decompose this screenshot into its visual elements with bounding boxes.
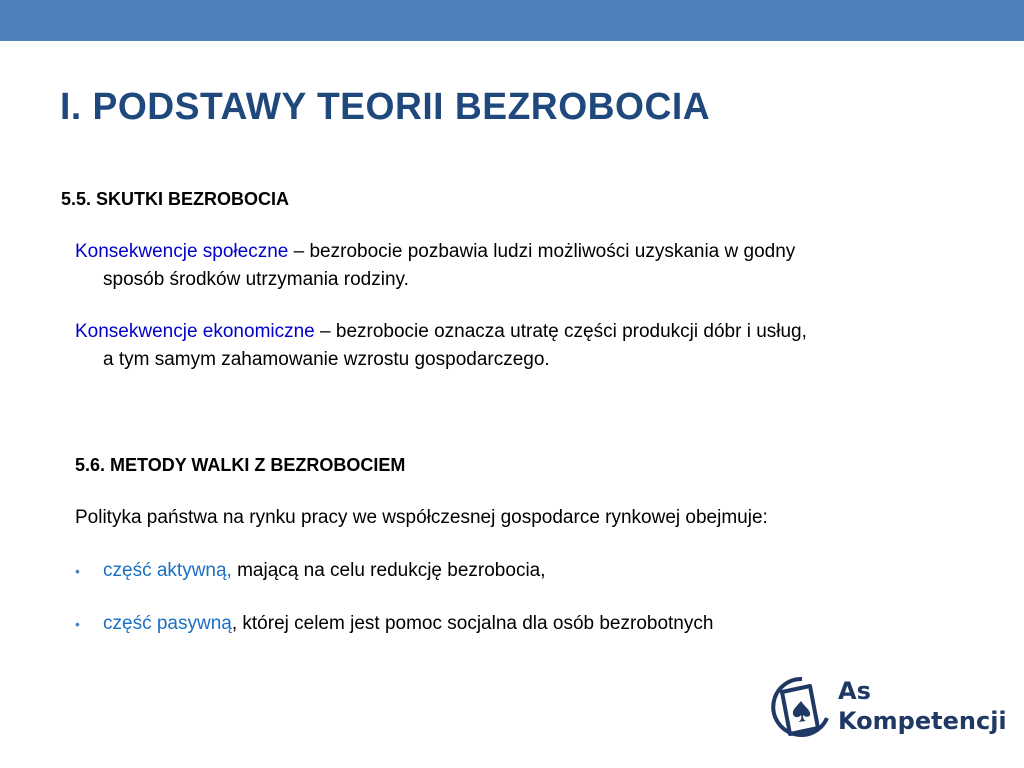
- slide-title: I. PODSTAWY TEORII BEZROBOCIA: [60, 86, 711, 128]
- logo-text: [838, 676, 1007, 736]
- logo-line-1: As: [838, 677, 871, 705]
- term-social: Konsekwencje społeczne: [75, 241, 289, 262]
- bullet-text: , której celem jest pomoc socjalna dla osób bezrobotnych: [231, 613, 714, 634]
- paragraph-text-continued: a tym samym zahamowanie wzrostu gospodarczego.: [103, 349, 550, 370]
- paragraph-text: – bezrobocie oznacza utratę części produkcji dóbr i usług,: [314, 321, 807, 342]
- paragraph-social-consequences: [75, 238, 975, 294]
- bullet-term: część pasywną: [103, 613, 232, 634]
- term-economic: Konsekwencje ekonomiczne: [75, 321, 315, 342]
- section-heading-metody: 5.6. METODY WALKI Z BEZROBOCIEM: [75, 455, 406, 475]
- bullet-icon: •: [75, 563, 80, 579]
- logo-line-2: Kompetencji: [838, 707, 1007, 735]
- intro-paragraph: Polityka państwa na rynku pracy we współczesnej gospodarce rynkowej obejmuje:: [75, 507, 768, 528]
- paragraph-text-continued: sposób środków utrzymania rodziny.: [103, 269, 409, 290]
- spade-card-icon: [768, 672, 832, 744]
- paragraph-text: – bezrobocie pozbawia ludzi możliwości uzyskania w godny: [288, 241, 796, 262]
- bullet-text: mającą na celu redukcję bezrobocia,: [231, 560, 546, 581]
- section-heading-skutki: 5.5. SKUTKI BEZROBOCIA: [61, 189, 290, 209]
- bullet-icon: •: [75, 616, 80, 632]
- bullet-term: część aktywną,: [103, 560, 232, 581]
- top-bar: [0, 0, 1024, 41]
- logo: [768, 672, 1007, 744]
- paragraph-economic-consequences: [75, 318, 975, 374]
